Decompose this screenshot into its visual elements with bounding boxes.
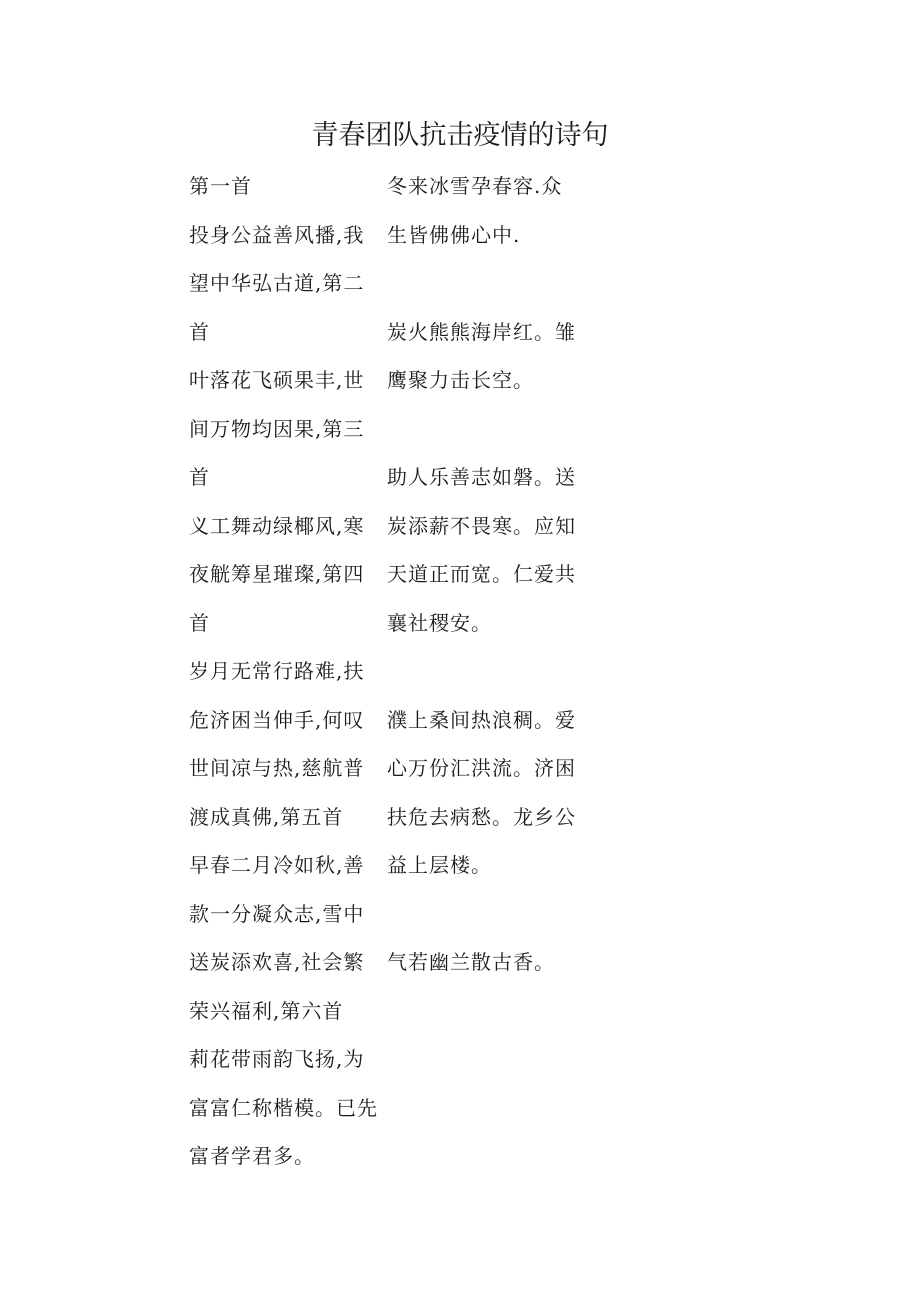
left-line-12: 危济困当伸手,何叹 [189,707,365,732]
left-line-21: 富者学君多。 [189,1144,315,1168]
left-line-19: 莉花带雨韵飞扬,为 [189,1047,365,1071]
left-line-1: 第一首 [189,174,252,198]
right-line-1: 冬来冰雪孕春容.众 [387,174,563,198]
left-line-7: 首 [189,465,210,489]
left-line-6: 间万物均因果,第三 [189,416,365,441]
left-line-3: 望中华弘古道,第二 [189,271,365,295]
right-line-16 [387,890,577,939]
right-line-8: 炭添薪不畏寒。应知 [387,513,576,538]
right-line-15: 益上层楼。 [387,853,492,877]
right-line-17: 气若幽兰散古香。 [387,950,555,974]
left-line-16: 款一分凝众志,雪中 [189,901,365,926]
left-poem-column [189,162,379,1181]
right-line-5: 鹰聚力击长空。 [387,368,534,392]
right-poem-column [387,162,577,987]
right-line-10: 襄社稷安。 [387,610,492,635]
right-line-4: 炭火熊熊海岸红。雏 [387,319,576,344]
left-line-5: 叶落花飞硕果丰,世 [189,368,365,392]
left-line-4: 首 [189,319,210,344]
page-title: 青春团队抗击疫情的诗句 [311,120,609,151]
left-line-18: 荣兴福利,第六首 [189,998,344,1023]
right-line-2: 生皆佛佛心中. [387,222,521,247]
right-line-7: 助人乐善志如磐。送 [387,465,576,489]
right-line-9: 天道正而宽。仁爱共 [387,562,576,586]
right-line-12: 濮上桑间热浪稠。爱 [387,707,576,732]
right-line-6 [387,405,577,454]
left-line-11: 岁月无常行路难,扶 [189,659,365,683]
left-line-10: 首 [189,610,210,635]
left-line-14: 渡成真佛,第五首 [189,804,344,829]
left-line-8: 义工舞动绿椰风,寒 [189,513,365,538]
left-line-2: 投身公益善风播,我 [189,222,365,247]
left-line-17: 送炭添欢喜,社会繁 [189,950,365,974]
left-line-9: 夜觥筹星璀璨,第四 [189,562,365,586]
right-line-11 [387,647,577,696]
right-line-3 [387,259,577,308]
left-line-15: 早春二月冷如秋,善 [189,853,365,877]
left-line-13: 世间凉与热,慈航普 [189,756,365,780]
right-line-14: 扶危去病愁。龙乡公 [387,804,576,829]
right-line-13: 心万份汇洪流。济困 [387,756,576,780]
left-line-20: 富富仁称楷模。已先 [189,1095,378,1120]
